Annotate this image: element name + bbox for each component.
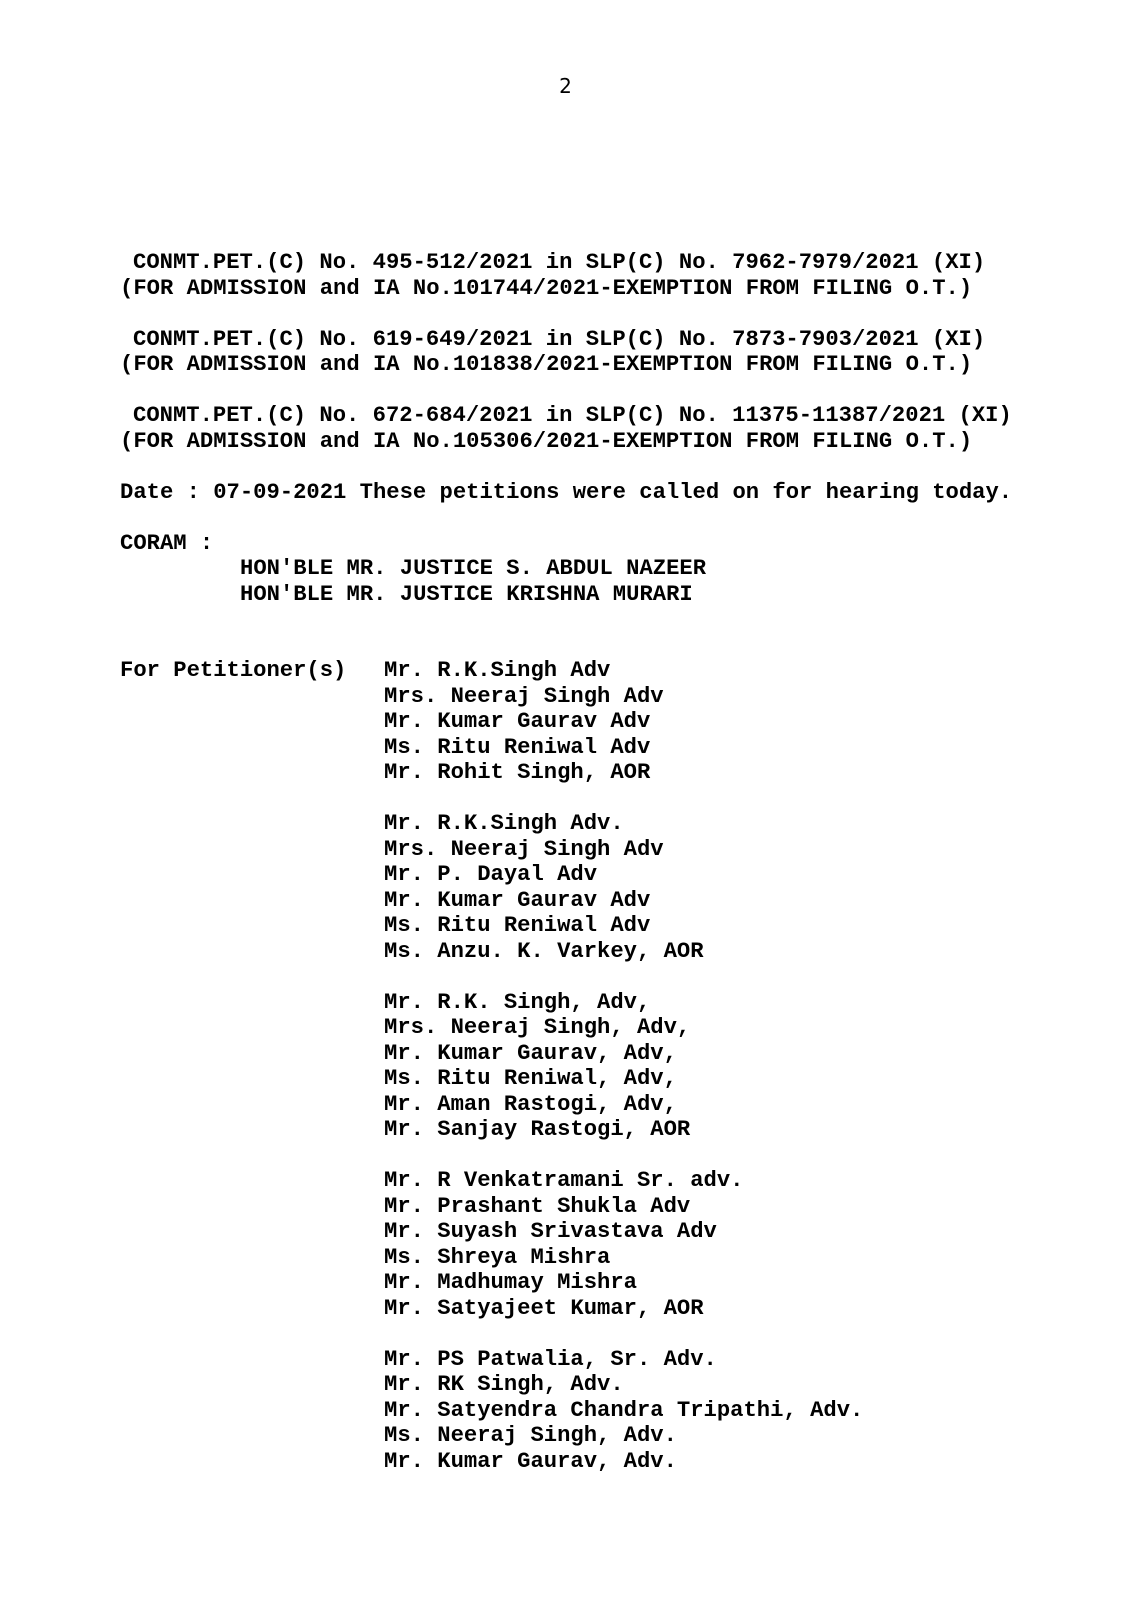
petitioner-label: For Petitioner(s) bbox=[120, 658, 347, 683]
petitioner-counsel-section bbox=[120, 658, 1080, 1500]
case-title: CONMT.PET.(C) No. 619-649/2021 in SLP(C) No. 7873-7903/2021 (XI) bbox=[133, 326, 986, 352]
counsel-name: Mr. R.K. Singh, Adv, bbox=[384, 989, 651, 1015]
counsel-name: Mr. Kumar Gaurav, Adv, bbox=[384, 1040, 677, 1066]
judge-name: HON'BLE MR. JUSTICE S. ABDUL NAZEER bbox=[240, 556, 707, 581]
counsel-name: Mr. Suyash Srivastava Adv bbox=[384, 1219, 717, 1244]
counsel-name: Mr. R.K.Singh Adv. bbox=[384, 811, 624, 836]
document-body bbox=[120, 250, 1080, 1500]
coram-label: CORAM : bbox=[120, 530, 214, 556]
counsel-name: Mr. P. Dayal Adv bbox=[384, 862, 598, 887]
counsel-group bbox=[384, 658, 863, 786]
counsel-name: Mr. R.K.Singh Adv bbox=[384, 658, 611, 683]
counsel-name: Mr. Satyajeet Kumar, AOR bbox=[384, 1295, 704, 1321]
case-detail: (FOR ADMISSION and IA No.101744/2021-EXEMPTION FROM FILING O.T.) bbox=[120, 275, 973, 301]
hearing-date-line: Date : 07-09-2021 These petitions were called on for hearing today. bbox=[120, 479, 1013, 505]
counsel-name: Mrs. Neeraj Singh Adv bbox=[384, 836, 664, 862]
counsel-group bbox=[384, 811, 863, 964]
case-title: CONMT.PET.(C) No. 495-512/2021 in SLP(C) No. 7962-7979/2021 (XI) bbox=[133, 250, 986, 275]
counsel-name: Mr. Aman Rastogi, Adv, bbox=[384, 1091, 677, 1117]
counsel-name: Mrs. Neeraj Singh, Adv, bbox=[384, 1015, 691, 1040]
counsel-name: Mr. R Venkatramani Sr. adv. bbox=[384, 1168, 744, 1193]
counsel-name: Ms. Ritu Reniwal Adv bbox=[384, 734, 651, 760]
case-detail: (FOR ADMISSION and IA No.105306/2021-EXEMPTION FROM FILING O.T.) bbox=[120, 428, 973, 454]
counsel-name: Ms. Ritu Reniwal, Adv, bbox=[384, 1066, 677, 1091]
counsel-group bbox=[384, 990, 863, 1143]
counsel-name: Mr. Kumar Gaurav Adv bbox=[384, 887, 651, 913]
counsel-group bbox=[384, 1347, 863, 1475]
counsel-name: Mr. Satyendra Chandra Tripathi, Adv. bbox=[384, 1397, 864, 1423]
counsel-name: Ms. Shreya Mishra bbox=[384, 1244, 611, 1270]
counsel-name: Mr. Madhumay Mishra bbox=[384, 1270, 637, 1295]
counsel-name: Ms. Ritu Reniwal Adv bbox=[384, 913, 651, 938]
counsel-name: Mrs. Neeraj Singh Adv bbox=[384, 683, 664, 709]
counsel-group bbox=[384, 1168, 863, 1321]
judge-name: HON'BLE MR. JUSTICE KRISHNA MURARI bbox=[240, 581, 693, 607]
page-number: 2 bbox=[559, 74, 572, 98]
counsel-groups bbox=[384, 658, 863, 1500]
case-title: CONMT.PET.(C) No. 672-684/2021 in SLP(C) No. 11375-11387/2021 (XI) bbox=[133, 403, 1012, 428]
counsel-name: Ms. Neeraj Singh, Adv. bbox=[384, 1423, 677, 1448]
counsel-name: Mr. Prashant Shukla Adv bbox=[384, 1193, 691, 1219]
counsel-name: Mr. Rohit Singh, AOR bbox=[384, 760, 651, 785]
counsel-name: Mr. Kumar Gaurav Adv bbox=[384, 709, 651, 734]
coram-judges bbox=[120, 556, 1080, 607]
counsel-name: Mr. Kumar Gaurav, Adv. bbox=[384, 1448, 677, 1474]
case-detail: (FOR ADMISSION and IA No.101838/2021-EXEMPTION FROM FILING O.T.) bbox=[120, 352, 973, 377]
counsel-name: Mr. Sanjay Rastogi, AOR bbox=[384, 1117, 691, 1142]
counsel-name: Ms. Anzu. K. Varkey, AOR bbox=[384, 938, 704, 964]
counsel-name: Mr. RK Singh, Adv. bbox=[384, 1372, 624, 1397]
counsel-name: Mr. PS Patwalia, Sr. Adv. bbox=[384, 1346, 717, 1372]
